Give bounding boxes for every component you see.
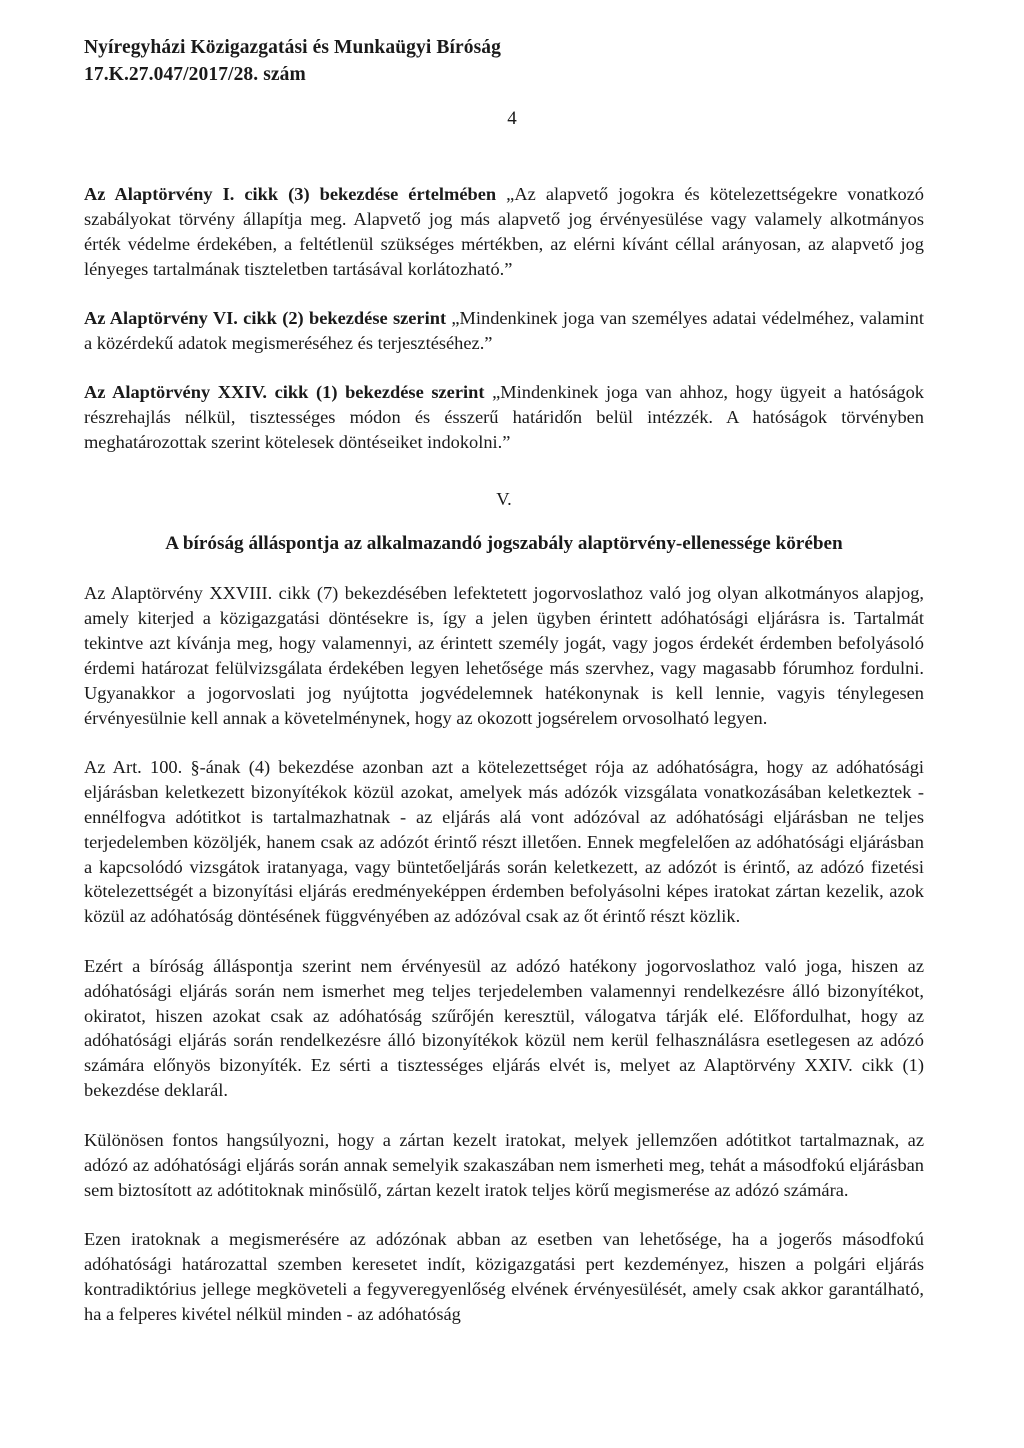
page-number: 4 (507, 108, 517, 129)
section-paragraph-1: Az Alaptörvény XXVIII. cikk (7) bekezdésében lefektetett jogorvoslathoz való jog olyan alkotmányos alapjog, amely kiterjed a közigazgatási döntésekre is, így a jelen ügyben érintett adóhatósági eljárásra is. Tartalmát tekintve azt kívánja meg, hogy valamennyi, az érintett személy jogát, vagy jogos érdekét érdemben befolyásoló érdemi határozat felülvizsgálata érdekében legyen lehetősége más szervhez, vagy magasabb fórumhoz fordulni. Ugyanakkor a jogorvoslati jog nyújtotta jogvédelemnek hatékonynak is kell lennie, vagyis ténylegesen érvényesülnie kell annak a követelménynek, hogy az okozott jogsérelem orvosolható legyen. (84, 582, 924, 728)
paragraph-text: „Mindenkinek joga van ahhoz, hogy ügyeit a hatóságok részrehajlás nélkül, tisztességes módon és ésszerű határidőn belül intézzék. A hatóságok törvényben meghatározottak szerint kötelesek döntéseiket indokolni.” (84, 382, 924, 453)
paragraph-lead: Az Alaptörvény I. cikk (3) bekezdése értelmében (84, 184, 497, 204)
section-number: V. (496, 489, 512, 510)
paragraph-alaptorveny-xxiv (84, 380, 924, 455)
section-paragraph-5: Ezen iratoknak a megismerésére az adózónak abban az esetben van lehetősége, ha a jogerős másodfokú adóhatósági határozattal szemben keresetet indít, közigazgatási pert kezdeményez, hiszen a polgári eljárás kontradiktórius jellege megköveteli a fegyveregyenlőség elvének érvényesülését, amely csak akkor garantálható, ha a felperes kivétel nélkül minden - az adóhatóság (84, 1228, 924, 1324)
paragraph-text: „Mindenkinek joga van személyes adatai védelméhez, valamint a közérdekű adatok megismeréséhez és terjesztéséhez.” (84, 308, 924, 354)
section-title: A bíróság álláspontja az alkalmazandó jogszabály alaptörvény-ellenessége körében (165, 533, 843, 555)
section-paragraph-3: Ezért a bíróság álláspontja szerint nem érvényesül az adózó hatékony jogorvoslathoz való joga, hiszen az adóhatósági eljárás során nem ismerhet meg teljes terjedelemben valamennyi rendelkezésre álló bizonyítékot, okiratot, hiszen azokat csak az adóhatóság szűrőjén keresztül, válogatva tárják elé. Előfordulhat, hogy az adóhatósági eljárás során rendelkezésre álló bizonyítékok közül nem kerül felhasználásra esetlegesen az adózó számára előnyös bizonyíték. Ez sérti a tisztességes eljárás elvét is, melyet az Alaptörvény XXIV. cikk (1) bekezdése deklarál. (84, 955, 924, 1101)
paragraph-alaptorveny-vi (84, 306, 924, 356)
court-name: Nyíregyházi Közigazgatási és Munkaügyi Bíróság (84, 37, 501, 58)
document-header (84, 34, 501, 88)
section-paragraph-4: Különösen fontos hangsúlyozni, hogy a zártan kezelt iratokat, melyek jellemzően adótitkot tartalmaznak, az adózó az adóhatósági eljárás során annak semelyik szakaszában nem ismerheti meg, tehát a másodfokú eljárásban sem biztosított az adótitoknak minősülő, zártan kezelt iratok teljes körű megismerése az adózó számára. (84, 1129, 924, 1200)
document-body (84, 182, 924, 1327)
paragraph-text: „Az alapvető jogokra és kötelezettségekre vonatkozó szabályokat törvény állapítja meg. Alapvető jog más alapvető jog érvényesülése vagy valamely alkotmányos érték védelme érdekében, a feltétlenül szükséges mértékben, az elérni kívánt céllal arányosan, az alapvető jog lényeges tartalmának tiszteletben tartásával korlátozható.” (84, 184, 925, 279)
paragraph-lead: Az Alaptörvény XXIV. cikk (1) bekezdése szerint (84, 382, 485, 403)
paragraph-lead: Az Alaptörvény VI. cikk (2) bekezdése szerint (84, 308, 447, 329)
case-number: 17.K.27.047/2017/28. szám (84, 64, 306, 85)
section-paragraph-2: Az Art. 100. §-ának (4) bekezdése azonban azt a kötelezettséget rója az adóhatóságra, hogy az adóhatósági eljárásban keletkezett bizonyítékok közül azokat, amelyek más adózók vizsgálata vonatkozásában keletkeztek - ennélfogva adótitkot is tartalmazhatnak - az eljárás alá vont adózóval az adóhatósági eljárásban ne teljes terjedelemben közöljék, hanem csak az adózót érintő részt illetően. Ennek megfelelően az adóhatósági eljárásban a kapcsolódó vizsgátok iratanyaga, vagy büntetőeljárás során keletkezett, az adózót is érintő, az adózó fizetési kötelezettségét a bizonyítási eljárás eredményeképpen érdemben befolyásolni képes iratokat zártan kezelik, azok közül az adóhatóság döntésének függvényében az adózóval csak az őt érintő részt közlik. (84, 756, 924, 927)
paragraph-alaptorveny-i (84, 182, 924, 282)
